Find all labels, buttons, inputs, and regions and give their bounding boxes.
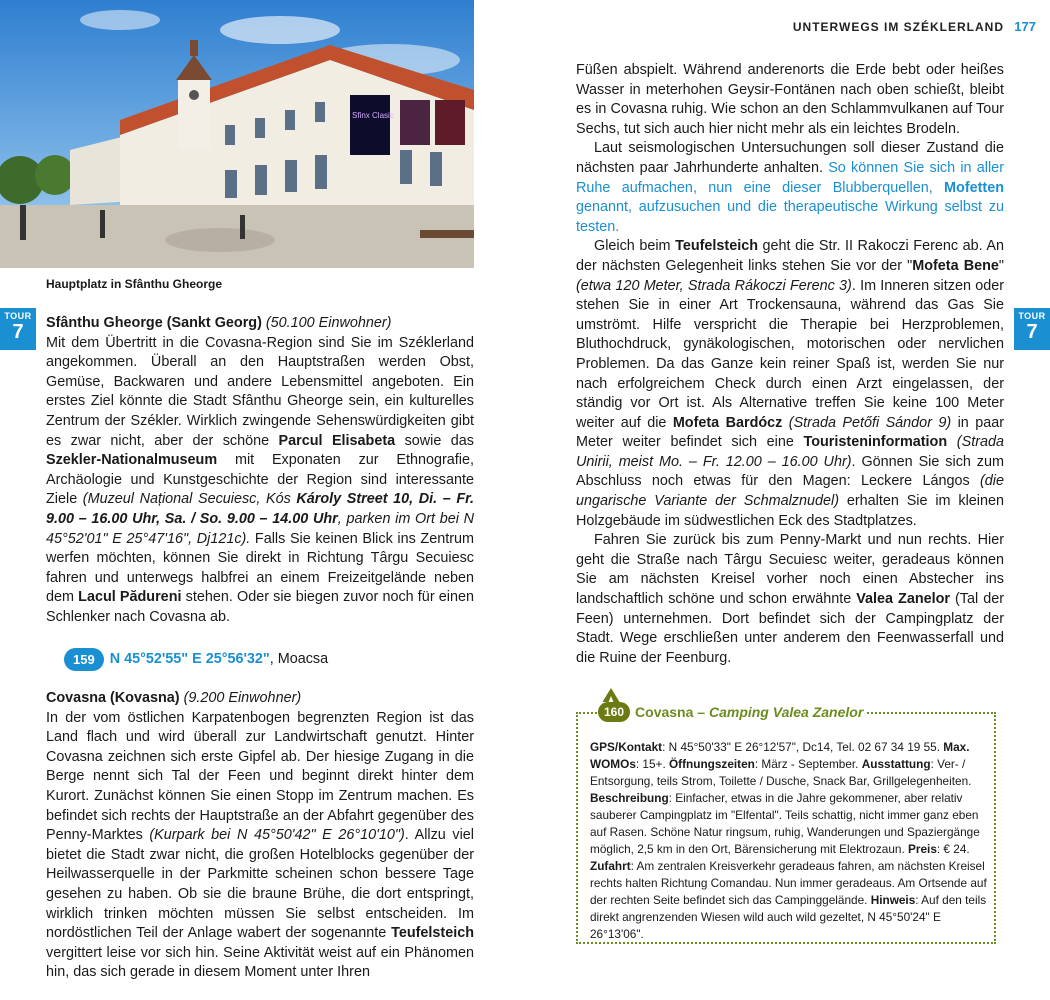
label: Preis: [908, 842, 937, 856]
population: (9.200 Einwohner): [183, 690, 302, 707]
text-italic: (Muzeul Național Secuiesc, Kós: [82, 491, 297, 508]
camping-number: 160: [598, 702, 630, 722]
town-square-photo: [0, 0, 474, 268]
camping-details: [590, 739, 988, 943]
text-bold: Valea Zanelor: [856, 591, 951, 608]
photo-illustration: [0, 0, 474, 268]
text-bold-italic: Károly Street 10, Di. – Fr. 9.00 – 16.00 Uhr, Sa. / So. 9.00 – 14.00 Uhr: [46, 491, 474, 527]
text-bold: Parcul Elisabeta: [278, 432, 396, 449]
label: Max. WOMOs: [590, 740, 970, 771]
running-head: UNTERWEGS IM SZÉKLERLAND: [792, 20, 1004, 34]
left-column: [46, 314, 474, 983]
text: (Tal der Feen) unternehmen. Dort befindet sich der Campingplatz der Stadt. Wege erschließen unter anderem den Feenwasserfall und die Ruine der Feenburg.: [576, 591, 1005, 666]
tour-tab-label: TOUR: [4, 311, 32, 321]
value: : 15+.: [635, 757, 669, 771]
text-bold: Mofeta Bardócz: [672, 414, 783, 431]
text: in paar Meter weiter befindet sich eine: [576, 414, 1004, 451]
tour-tab-right: [1014, 308, 1050, 350]
text-italic: (etwa 120 Meter, Strada Rákoczi Ferenc 3): [576, 277, 852, 294]
paragraph-sfantu-gheorghe: [46, 314, 474, 628]
text-bold: Mofeta Bene: [912, 257, 999, 274]
page-number-right: 177: [1014, 19, 1036, 34]
paragraph: Füßen abspielt. Während anderenorts die Erde bebt oder heißes Wasser in meterhohen Geysir-Fontänen nach oben schießt, bleibt es in Covasna ruhig. Wie schon an den Schlammvulkanen auf Tour Sechs, tut sich auch hier nicht mehr als ein leichtes Brodeln.: [576, 62, 1004, 137]
text: sowie das: [395, 432, 474, 449]
value: : Auf den teils direkt angrenzenden Wiesen wild auch wild gezeltet, N 45°50'24" E 26°13'06".: [590, 893, 987, 941]
text-highlight: So können Sie sich in aller Ruhe aufmachen, nun eine dieser Blubberquellen,: [576, 159, 1004, 196]
label: Öffnungszeiten: [669, 757, 755, 771]
tour-tab-number: 7: [12, 321, 24, 343]
text: Gleich beim: [594, 238, 676, 255]
right-column: [576, 61, 1004, 668]
value: : März - September.: [754, 757, 862, 771]
text: . Im Inneren sitzen oder stehen Sie in einer Art Trockensauna, während das Gas Sie umströmt. Hilfe verspricht die Therapie bei Herzproblemen, Bluthochdruck, gynäkologischen, motorischen oder nervlichen Problemen. Da das Ganze kein reiner Spaß ist, werden Sie nur nach erfolgreichem Check durch einen Arzt eingelassen, der ständig vor Ort ist. Als Alternative treffen Sie keine 100 Meter weiter auf die: [576, 277, 1004, 431]
text-bold: Teufelsteich: [391, 925, 474, 942]
text: ": [998, 257, 1004, 274]
camping-title-place: Covasna –: [635, 704, 709, 720]
text-italic: (Strada Unirii, meist Mo. – Fr. 12.00 – 16.00 Uhr): [576, 434, 1004, 470]
waypoint: [64, 648, 474, 672]
text: Fahren Sie zurück bis zum Penny-Markt und nun rechts. Hier geht die Straße nach Târgu Secuiesc weiter, geradeaus können Sie am nächsten Kreisel vorher noch einen Abstecher ins landschaftlich schöne und schon erwähnte: [576, 532, 1004, 608]
text-bold: Teufelsteich: [675, 238, 758, 255]
text: . Gönnen Sie sich zum Abschluss noch etwas für den Magen: Leckere Lángos: [576, 453, 1004, 490]
camping-header: [598, 702, 867, 722]
paragraph: [576, 531, 1004, 668]
value: : Ver- / Entsorgung, teils Strom, Toilette / Dusche, Snack Bar, Grillgelegenheiten.: [590, 757, 972, 788]
label: Hinweis: [870, 893, 916, 907]
paragraph-covasna: [46, 689, 474, 983]
value: : € 24.: [936, 842, 970, 856]
tour-tab-number: 7: [1026, 321, 1038, 343]
waypoint-coords: N 45°52'55" E 25°56'32": [109, 650, 270, 667]
paragraph: [576, 139, 1004, 237]
text: Mit dem Übertritt in die Covasna-Region sind Sie im Széklerland angekommen. Überall an den Hauptstraßen werden Obst, Gemüse, Backwaren und andere Lebensmittel angeboten. Ein erstes Ziel könnte die Stadt Sfânthu Gheorge sein, ein kulturelles Zentrum der Székler. Wirklich zwingende Sehenswürdigkeiten gibt es zwar nicht, aber der schöne: [46, 334, 474, 449]
waypoint-place: , Moacsa: [269, 650, 329, 667]
tour-tab-left: [0, 308, 36, 350]
text-italic: (die ungarische Variante der Schmalznudel): [576, 473, 1004, 510]
text-highlight: genannt, aufzusuchen und die therapeutische Wirkung selbst zu testen.: [576, 199, 1004, 235]
label: GPS/Kontakt: [590, 740, 663, 754]
waypoint-number: 159: [64, 648, 104, 672]
population: (50.100 Einwohner): [265, 315, 392, 331]
paragraph: [576, 237, 1004, 531]
photo-sign: Sfinx Clasic: [352, 111, 394, 120]
text-italic: (Kurpark bei N 45°50'42" E 26°10'10"): [149, 827, 405, 844]
text: Falls Sie keinen Blick ins Zentrum werfen möchten, können Sie direkt in Richtung Târgu Secuiesc fahren und unterwegs halbfrei an einem Freizeitgelände neben dem: [46, 530, 474, 606]
text: stehen. Oder sie biegen zuvor noch für einen Schlenker nach Covasna ab.: [46, 589, 474, 625]
tour-tab-label: TOUR: [1018, 311, 1046, 321]
text: Laut seismologischen Untersuchungen soll dieser Zustand die nächsten paar Jahrhunderte anhalten.: [576, 140, 1004, 176]
text: In der vom östlichen Karpatenbogen begrenzten Region ist das Land flach und wird überall zur Landwirtschaft genutzt. Hinter Covasna zeichnen sich erste Gipfel ab. Der hiesige Zugang in die Berge nennt sich Tal der Feen und beginnt direkt hinter dem Kurort. Zunächst können Sie einen Stopp im Zentrum machen. Es befindet sich rechts der Hauptstraße an der Abfahrt gegenüber des Penny-Marktes: [46, 709, 474, 844]
text-highlight-bold: Mofetten: [944, 179, 1004, 196]
text-italic: , parken im Ort bei N 45°52'01" E 25°47'16", Dj121c).: [46, 510, 474, 547]
text: mit Exponaten zur Ethnografie, Archäologie und Kunstgeschichte der Region sind interessante Ziele: [46, 452, 474, 508]
photo-caption: Hauptplatz in Sfânthu Gheorge: [46, 277, 222, 291]
text: vergittert leise vor sich hin. Seine Aktivität weist auf ein Phänomen hin, das sich gerade in diesem Moment unter Ihren: [46, 944, 474, 981]
value: : N 45°50'33" E 26°12'57", Dc14, Tel. 02 67 34 19 55.: [662, 740, 944, 754]
label: Zufahrt: [590, 859, 631, 873]
value: : Am zentralen Kreisverkehr geradeaus fahren, am nächsten Kreisel rechts halten Richtung Comandau. Nun immer geradeaus. Am Ortsende auf der rechten Seite befindet sich das Campinggelände.: [590, 859, 987, 907]
text: erhalten Sie im kleinen Holzgebäude im südwestlichen Eck des Stadtplatzes.: [576, 493, 1004, 529]
text: . Allzu viel bietet die Stadt zwar nicht, die großen Hotelblocks gegenüber der Heilwasserquelle in der Parkmitte scheinen schon bessere Tage gesehen zu haben. Ob sie die braune Brühe, die dort entspringt, wirklich trinken möchten müssen Sie selbst entscheiden. Im nordöstlichen Teil der Anlage wabert der sogenannte: [46, 827, 474, 942]
label: Ausstattung: [861, 757, 931, 771]
text-bold: Lacul Pădureni: [78, 589, 182, 606]
text-bold: Touristeninformation: [803, 434, 948, 451]
text: geht die Str. II Rakoczi Ferenc ab. An der nächsten Gelegenheit links stehen Sie vor der ": [576, 238, 1004, 274]
section-title: Sfânthu Gheorge (Sankt Georg): [46, 315, 262, 331]
label: Beschreibung: [590, 791, 669, 805]
text-italic: (Strada Petőfi Sándor 9): [782, 414, 952, 431]
section-title: Covasna (Kovasna): [46, 690, 180, 707]
text-bold: Szekler-Nationalmuseum: [46, 452, 218, 469]
camping-title-name: Camping Valea Zanelor: [708, 704, 864, 720]
value: : Einfacher, etwas in die Jahre gekommener, aber relativ sauberer Campingplatz im "Elfental". Teils schattig, nicht immer ganz eben auf Rasen. Schöne Natur ringsum, ruhig, Wanderungen und Spaziergänge möglich, 2,5 km in den Ort, Bärensicherung mit Elektrozaun.: [590, 791, 980, 856]
camping-title: [635, 704, 863, 720]
